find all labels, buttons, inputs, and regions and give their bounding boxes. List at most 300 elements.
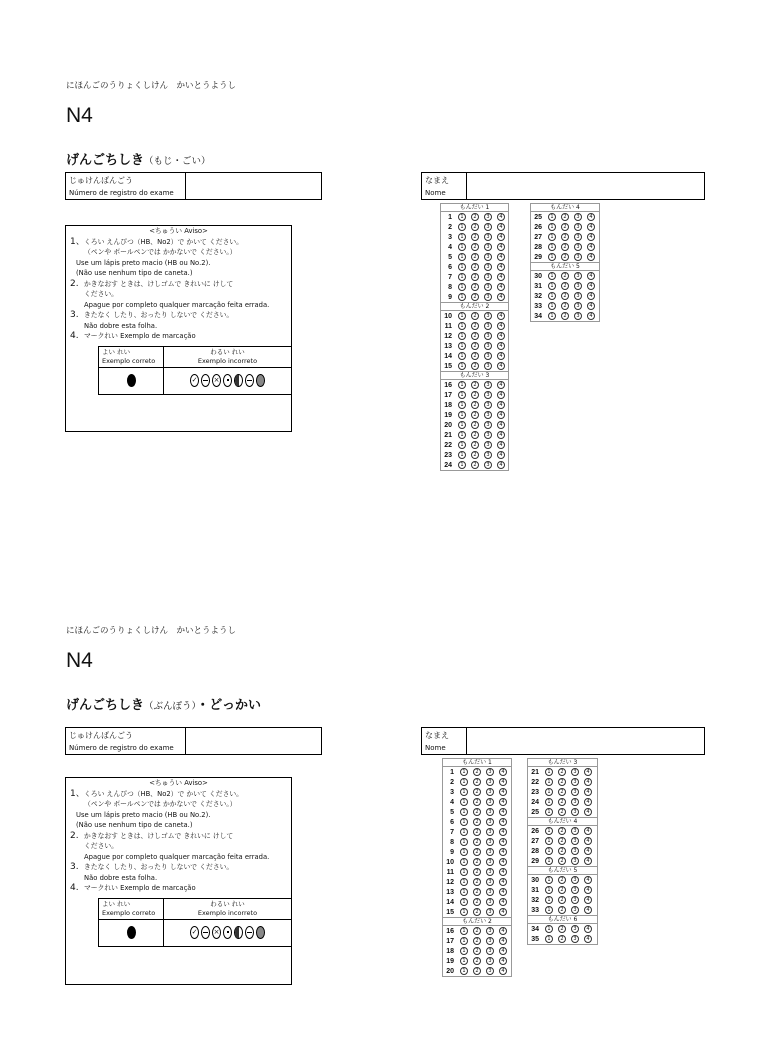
answer-bubble[interactable]: 1 <box>460 818 468 826</box>
answer-bubble[interactable]: 2 <box>473 927 481 935</box>
answer-bubble[interactable]: 4 <box>497 441 505 449</box>
answer-bubble[interactable]: 4 <box>584 778 592 786</box>
answer-bubble[interactable]: 2 <box>473 778 481 786</box>
answer-bubble[interactable]: 1 <box>545 768 553 776</box>
answer-bubble[interactable]: 4 <box>584 808 592 816</box>
answer-bubble[interactable]: 4 <box>497 342 505 350</box>
answer-row <box>443 807 511 817</box>
answer-bubble[interactable]: 3 <box>484 461 492 469</box>
answer-bubble[interactable]: 2 <box>471 451 479 459</box>
answer-bubble[interactable]: 2 <box>473 848 481 856</box>
answer-bubble[interactable]: 1 <box>460 927 468 935</box>
answer-bubble[interactable]: 2 <box>558 768 566 776</box>
answer-bubble[interactable]: 3 <box>486 808 494 816</box>
answer-bubble[interactable]: 2 <box>471 223 479 231</box>
answer-bubble[interactable]: 1 <box>460 937 468 945</box>
answer-bubble[interactable]: 3 <box>484 283 492 291</box>
answer-bubble[interactable]: 2 <box>471 312 479 320</box>
answer-bubble[interactable]: 3 <box>486 967 494 975</box>
answer-bubble[interactable]: 2 <box>471 273 479 281</box>
name-field[interactable] <box>467 173 704 199</box>
answer-bubble[interactable]: 3 <box>574 282 582 290</box>
answer-bubble[interactable]: 2 <box>558 808 566 816</box>
answer-bubble[interactable]: 3 <box>574 272 582 280</box>
answer-bubble[interactable]: 1 <box>460 878 468 886</box>
answer-bubble[interactable]: 1 <box>458 381 466 389</box>
answer-bubble[interactable]: 3 <box>486 888 494 896</box>
answer-bubble[interactable]: 1 <box>460 778 468 786</box>
answer-bubble[interactable]: 1 <box>545 925 553 933</box>
answer-row <box>441 222 508 232</box>
answer-bubble[interactable]: 3 <box>484 362 492 370</box>
answer-bubble[interactable]: 2 <box>558 896 566 904</box>
answer-bubble[interactable]: 1 <box>460 957 468 965</box>
answer-bubble[interactable]: 1 <box>458 243 466 251</box>
answer-bubble[interactable]: 4 <box>584 788 592 796</box>
answer-bubble[interactable]: 4 <box>499 818 507 826</box>
answer-bubble[interactable]: 4 <box>499 798 507 806</box>
answer-bubble[interactable]: 3 <box>484 233 492 241</box>
bad-example-jp: わるい れい <box>210 347 245 356</box>
answer-bubble[interactable]: 2 <box>471 322 479 330</box>
answer-bubble[interactable]: 2 <box>471 362 479 370</box>
answer-bubble[interactable]: 3 <box>571 837 579 845</box>
answer-bubble[interactable]: 2 <box>471 293 479 301</box>
exam-number-field[interactable] <box>186 173 321 199</box>
answer-bubble[interactable]: 1 <box>458 233 466 241</box>
answer-bubble[interactable]: 3 <box>486 778 494 786</box>
answer-bubble[interactable]: 1 <box>460 858 468 866</box>
answer-bubble[interactable]: 2 <box>471 213 479 221</box>
answer-bubble[interactable]: 2 <box>473 838 481 846</box>
answer-bubble[interactable]: 1 <box>545 906 553 914</box>
answer-bubble[interactable]: 3 <box>574 223 582 231</box>
answer-bubble[interactable]: 3 <box>571 808 579 816</box>
answer-bubble[interactable]: 1 <box>458 441 466 449</box>
answer-row <box>443 887 511 897</box>
answer-bubble[interactable]: 2 <box>473 947 481 955</box>
answer-bubble[interactable]: 3 <box>571 798 579 806</box>
answer-bubble[interactable]: 1 <box>460 868 468 876</box>
answer-bubble[interactable]: 1 <box>548 213 556 221</box>
answer-bubble[interactable]: 3 <box>486 908 494 916</box>
answer-bubble[interactable]: 2 <box>558 837 566 845</box>
answer-bubble[interactable]: 2 <box>473 858 481 866</box>
answer-bubble[interactable]: 3 <box>571 906 579 914</box>
answer-bubble[interactable]: 2 <box>473 898 481 906</box>
question-number: 6 <box>448 263 452 271</box>
answer-bubble[interactable]: 1 <box>548 272 556 280</box>
answer-bubble[interactable]: 1 <box>548 292 556 300</box>
answer-bubble[interactable]: 3 <box>484 312 492 320</box>
answer-bubble[interactable]: 3 <box>484 421 492 429</box>
answer-bubble[interactable]: 1 <box>548 243 556 251</box>
answer-bubble[interactable]: 1 <box>460 838 468 846</box>
answer-bubble[interactable]: 2 <box>473 808 481 816</box>
answer-bubble[interactable]: 2 <box>561 272 569 280</box>
answer-bubble[interactable]: 4 <box>499 937 507 945</box>
answer-bubble[interactable]: 1 <box>460 798 468 806</box>
answer-bubble[interactable]: 4 <box>587 312 595 320</box>
answer-bubble[interactable]: 1 <box>458 273 466 281</box>
answer-bubble[interactable]: 1 <box>545 876 553 884</box>
answer-bubble[interactable]: 4 <box>497 273 505 281</box>
answer-bubble[interactable]: 3 <box>484 431 492 439</box>
answer-bubble[interactable]: 2 <box>471 332 479 340</box>
answer-bubble[interactable]: 4 <box>584 896 592 904</box>
answer-bubble[interactable]: 1 <box>458 312 466 320</box>
answer-bubble[interactable]: 2 <box>561 312 569 320</box>
answer-bubble[interactable]: 1 <box>548 282 556 290</box>
answer-bubble[interactable]: 2 <box>561 213 569 221</box>
question-number: 24 <box>531 798 539 806</box>
answer-bubble[interactable]: 3 <box>571 935 579 943</box>
answer-bubble[interactable]: 4 <box>584 857 592 865</box>
answer-bubble[interactable]: 4 <box>587 292 595 300</box>
answer-bubble[interactable]: 1 <box>458 411 466 419</box>
answer-bubble[interactable]: 1 <box>545 847 553 855</box>
answer-bubble[interactable]: 2 <box>558 876 566 884</box>
answer-bubble[interactable]: 2 <box>471 391 479 399</box>
answer-bubble[interactable]: 4 <box>499 927 507 935</box>
answer-bubble[interactable]: 1 <box>545 896 553 904</box>
answer-bubble[interactable]: 2 <box>473 967 481 975</box>
answer-bubble[interactable]: 1 <box>545 788 553 796</box>
answer-bubble[interactable]: 4 <box>497 431 505 439</box>
answer-bubble[interactable]: 1 <box>458 391 466 399</box>
answer-bubble[interactable]: 4 <box>497 461 505 469</box>
answer-bubble[interactable]: 1 <box>548 312 556 320</box>
answer-bubble[interactable]: 4 <box>497 213 505 221</box>
answer-bubble[interactable]: 1 <box>458 461 466 469</box>
answer-bubble[interactable]: 4 <box>587 213 595 221</box>
answer-bubble[interactable]: 3 <box>484 213 492 221</box>
answer-bubble[interactable]: 4 <box>584 906 592 914</box>
answer-bubble[interactable]: 4 <box>499 808 507 816</box>
answer-bubble[interactable]: 3 <box>574 312 582 320</box>
answer-bubble[interactable]: 1 <box>548 253 556 261</box>
answer-bubble[interactable]: 1 <box>460 828 468 836</box>
answer-bubble[interactable]: 4 <box>499 838 507 846</box>
answer-bubble[interactable]: 2 <box>473 798 481 806</box>
answer-row <box>443 797 511 807</box>
answer-bubble[interactable]: 3 <box>486 927 494 935</box>
answer-bubble[interactable]: 4 <box>587 243 595 251</box>
answer-bubble[interactable]: 3 <box>484 293 492 301</box>
answer-bubble[interactable]: 2 <box>558 925 566 933</box>
answer-bubble[interactable]: 4 <box>499 957 507 965</box>
answer-bubble[interactable]: 3 <box>484 273 492 281</box>
answer-bubble[interactable]: 2 <box>473 888 481 896</box>
answer-bubble[interactable]: 4 <box>497 362 505 370</box>
answer-bubble[interactable]: 4 <box>497 381 505 389</box>
question-number: 18 <box>446 947 454 955</box>
answer-bubble[interactable]: 3 <box>484 391 492 399</box>
answer-bubble[interactable]: 3 <box>486 898 494 906</box>
answer-bubble[interactable]: 4 <box>584 925 592 933</box>
answer-bubble[interactable]: 3 <box>486 788 494 796</box>
answer-bubble[interactable]: 2 <box>473 828 481 836</box>
answer-bubble[interactable]: 4 <box>497 421 505 429</box>
answer-bubble[interactable]: 4 <box>499 908 507 916</box>
answer-bubble[interactable]: 2 <box>471 431 479 439</box>
answer-bubble[interactable]: 3 <box>484 352 492 360</box>
answer-bubble[interactable]: 1 <box>460 908 468 916</box>
answer-bubble[interactable]: 1 <box>460 898 468 906</box>
answer-bubble[interactable]: 1 <box>458 451 466 459</box>
answer-bubble[interactable]: 3 <box>571 827 579 835</box>
answer-bubble[interactable]: 3 <box>574 243 582 251</box>
answer-bubble[interactable]: 3 <box>484 223 492 231</box>
answer-bubble[interactable]: 3 <box>571 768 579 776</box>
answer-bubble[interactable]: 1 <box>458 342 466 350</box>
answer-bubble[interactable]: 4 <box>497 332 505 340</box>
answer-bubble[interactable]: 3 <box>486 868 494 876</box>
answer-bubble[interactable]: 2 <box>473 868 481 876</box>
answer-row <box>443 946 511 956</box>
answer-bubble[interactable]: 3 <box>484 243 492 251</box>
answer-bubble[interactable]: 1 <box>545 798 553 806</box>
answer-bubble[interactable]: 4 <box>499 858 507 866</box>
question-number: 22 <box>531 778 539 786</box>
answer-bubble[interactable]: 3 <box>574 213 582 221</box>
answer-bubble[interactable]: 3 <box>574 233 582 241</box>
answer-bubble[interactable]: 2 <box>561 243 569 251</box>
answer-bubble[interactable]: 4 <box>499 848 507 856</box>
answer-bubble[interactable]: 2 <box>473 957 481 965</box>
answer-bubble[interactable]: 1 <box>545 935 553 943</box>
answer-bubble[interactable]: 4 <box>584 886 592 894</box>
answer-bubble[interactable]: 4 <box>497 352 505 360</box>
answer-bubble[interactable]: 4 <box>497 263 505 271</box>
answer-bubble[interactable]: 2 <box>471 352 479 360</box>
answer-bubble[interactable]: 4 <box>497 411 505 419</box>
answer-bubble[interactable]: 4 <box>497 253 505 261</box>
answer-bubble[interactable]: 4 <box>497 401 505 409</box>
answer-bubble[interactable]: 2 <box>561 282 569 290</box>
answer-bubble[interactable]: 1 <box>458 352 466 360</box>
answer-bubble[interactable]: 4 <box>587 233 595 241</box>
answer-bubble[interactable]: 4 <box>584 876 592 884</box>
answer-bubble[interactable]: 1 <box>545 857 553 865</box>
answer-bubble[interactable]: 4 <box>497 243 505 251</box>
answer-bubble[interactable]: 3 <box>486 947 494 955</box>
answer-bubble[interactable]: 3 <box>574 292 582 300</box>
answer-bubble[interactable]: 2 <box>558 886 566 894</box>
answer-bubble[interactable]: 1 <box>458 332 466 340</box>
answer-bubble[interactable]: 3 <box>571 788 579 796</box>
answer-bubble[interactable]: 3 <box>486 937 494 945</box>
answer-bubble[interactable]: 2 <box>471 401 479 409</box>
marking-example-table <box>98 898 292 947</box>
notice-item <box>66 310 291 321</box>
answer-bubble[interactable]: 4 <box>584 935 592 943</box>
answer-bubble[interactable]: 1 <box>458 213 466 221</box>
answer-bubble[interactable]: 2 <box>471 381 479 389</box>
answer-bubble[interactable]: 3 <box>484 263 492 271</box>
section-header: もんだい 1 <box>443 759 511 767</box>
answer-row <box>528 807 597 817</box>
answer-bubble[interactable]: 4 <box>584 827 592 835</box>
answer-bubble[interactable]: 2 <box>473 818 481 826</box>
answer-bubble[interactable]: 2 <box>471 263 479 271</box>
answer-bubble[interactable]: 4 <box>584 768 592 776</box>
answer-bubble[interactable]: 4 <box>584 847 592 855</box>
answer-bubble[interactable]: 3 <box>486 838 494 846</box>
answer-bubble[interactable]: 1 <box>458 253 466 261</box>
answer-bubble[interactable]: 4 <box>497 451 505 459</box>
answer-bubble[interactable]: 1 <box>460 808 468 816</box>
answer-bubble[interactable]: 2 <box>561 292 569 300</box>
answer-row <box>441 430 508 440</box>
answer-bubble[interactable]: 2 <box>558 798 566 806</box>
answer-bubble[interactable]: 3 <box>486 798 494 806</box>
answer-bubble[interactable]: 2 <box>561 253 569 261</box>
answer-bubble[interactable]: 2 <box>561 233 569 241</box>
answer-bubble[interactable]: 4 <box>584 837 592 845</box>
answer-bubble[interactable]: 4 <box>587 253 595 261</box>
question-number: 6 <box>450 818 454 826</box>
answer-bubble[interactable]: 1 <box>460 788 468 796</box>
answer-bubble[interactable]: 2 <box>471 421 479 429</box>
answer-bubble[interactable]: 2 <box>473 908 481 916</box>
answer-bubble[interactable]: 1 <box>458 322 466 330</box>
answer-bubble[interactable]: 4 <box>499 878 507 886</box>
answer-bubble[interactable]: 4 <box>497 283 505 291</box>
answer-column-2 <box>530 203 600 322</box>
answer-bubble[interactable]: 2 <box>473 937 481 945</box>
answer-bubble[interactable]: 3 <box>486 848 494 856</box>
answer-bubble[interactable]: 3 <box>484 441 492 449</box>
answer-bubble[interactable]: 4 <box>587 282 595 290</box>
good-example-label <box>99 346 164 367</box>
answer-bubble[interactable]: 3 <box>484 381 492 389</box>
answer-bubble[interactable]: 1 <box>460 848 468 856</box>
answer-bubble[interactable]: 1 <box>548 223 556 231</box>
answer-bubble[interactable]: 3 <box>571 925 579 933</box>
answer-bubble[interactable]: 4 <box>499 868 507 876</box>
answer-bubble[interactable]: 1 <box>458 401 466 409</box>
answer-bubble[interactable]: 4 <box>499 828 507 836</box>
answer-bubble[interactable]: 3 <box>484 322 492 330</box>
answer-bubble[interactable]: 2 <box>471 243 479 251</box>
answer-bubble[interactable]: 2 <box>558 857 566 865</box>
answer-bubble[interactable]: 2 <box>558 788 566 796</box>
answer-bubble[interactable]: 2 <box>561 223 569 231</box>
answer-bubble[interactable]: 1 <box>458 263 466 271</box>
answer-bubble[interactable]: 2 <box>473 878 481 886</box>
answer-bubble[interactable]: 3 <box>484 401 492 409</box>
answer-bubble[interactable]: 2 <box>471 441 479 449</box>
answer-bubble[interactable]: 3 <box>484 451 492 459</box>
name-field[interactable] <box>467 728 704 754</box>
answer-bubble[interactable]: 4 <box>499 788 507 796</box>
answer-bubble[interactable]: 2 <box>471 411 479 419</box>
answer-bubble[interactable]: 2 <box>561 302 569 310</box>
answer-bubble[interactable]: 1 <box>545 778 553 786</box>
question-number: 35 <box>531 935 539 943</box>
answer-bubble[interactable]: 2 <box>471 253 479 261</box>
answer-bubble[interactable]: 3 <box>571 886 579 894</box>
answer-bubble[interactable]: 1 <box>545 808 553 816</box>
answer-bubble[interactable]: 3 <box>571 896 579 904</box>
answer-bubble[interactable]: 4 <box>497 391 505 399</box>
answer-bubble[interactable]: 4 <box>497 233 505 241</box>
answer-bubble[interactable]: 1 <box>460 888 468 896</box>
answer-bubble[interactable]: 1 <box>458 421 466 429</box>
answer-bubble[interactable]: 2 <box>558 778 566 786</box>
answer-bubble[interactable]: 4 <box>499 888 507 896</box>
answer-bubble[interactable]: 1 <box>548 302 556 310</box>
answer-bubble[interactable]: 3 <box>571 857 579 865</box>
answer-bubble[interactable]: 4 <box>497 322 505 330</box>
answer-bubble[interactable]: 1 <box>458 293 466 301</box>
answer-bubble[interactable]: 1 <box>548 233 556 241</box>
answer-bubble[interactable]: 2 <box>558 935 566 943</box>
answer-bubble[interactable]: 1 <box>460 967 468 975</box>
answer-bubble[interactable]: 3 <box>486 858 494 866</box>
answer-bubble[interactable]: 4 <box>499 778 507 786</box>
answer-bubble[interactable]: 4 <box>587 223 595 231</box>
answer-bubble[interactable]: 4 <box>499 947 507 955</box>
answer-bubble[interactable]: 2 <box>471 342 479 350</box>
exam-number-field[interactable] <box>186 728 321 754</box>
answer-bubble[interactable]: 3 <box>486 957 494 965</box>
answer-bubble[interactable]: 3 <box>486 878 494 886</box>
marking-example-table <box>98 346 292 395</box>
answer-bubble[interactable]: 4 <box>497 312 505 320</box>
answer-bubble[interactable]: 4 <box>584 798 592 806</box>
answer-bubble[interactable]: 3 <box>484 332 492 340</box>
answer-bubble[interactable]: 1 <box>545 827 553 835</box>
answer-bubble[interactable]: 1 <box>458 362 466 370</box>
answer-bubble[interactable]: 3 <box>571 876 579 884</box>
answer-bubble[interactable]: 2 <box>558 847 566 855</box>
answer-bubble[interactable]: 3 <box>574 302 582 310</box>
answer-bubble[interactable]: 3 <box>571 847 579 855</box>
answer-bubble[interactable]: 3 <box>574 253 582 261</box>
answer-bubble[interactable]: 3 <box>486 828 494 836</box>
answer-bubble[interactable]: 1 <box>545 837 553 845</box>
answer-bubble[interactable]: 4 <box>497 223 505 231</box>
answer-bubble[interactable]: 2 <box>558 827 566 835</box>
answer-bubble[interactable]: 2 <box>473 768 481 776</box>
answer-bubble[interactable]: 4 <box>499 898 507 906</box>
answer-bubble[interactable]: 1 <box>460 947 468 955</box>
answer-bubble[interactable]: 1 <box>458 431 466 439</box>
answer-bubble[interactable]: 1 <box>545 886 553 894</box>
answer-bubble[interactable]: 1 <box>458 283 466 291</box>
answer-bubble[interactable]: 4 <box>499 967 507 975</box>
answer-bubble[interactable]: 3 <box>486 768 494 776</box>
answer-bubble[interactable]: 2 <box>471 283 479 291</box>
answer-bubble[interactable]: 2 <box>473 788 481 796</box>
answer-bubble[interactable]: 4 <box>497 293 505 301</box>
answer-bubble[interactable]: 2 <box>558 906 566 914</box>
answer-bubble[interactable]: 2 <box>471 461 479 469</box>
answer-bubble[interactable]: 3 <box>486 818 494 826</box>
answer-bubble[interactable]: 1 <box>460 768 468 776</box>
answer-bubble[interactable]: 3 <box>484 342 492 350</box>
answer-bubble[interactable]: 1 <box>458 223 466 231</box>
answer-bubble[interactable]: 4 <box>499 768 507 776</box>
answer-bubble[interactable]: 3 <box>571 778 579 786</box>
answer-bubble[interactable]: 3 <box>484 411 492 419</box>
answer-bubble[interactable]: 3 <box>484 253 492 261</box>
answer-bubble[interactable]: 2 <box>471 233 479 241</box>
answer-bubble[interactable]: 4 <box>587 302 595 310</box>
answer-bubble[interactable]: 4 <box>587 272 595 280</box>
